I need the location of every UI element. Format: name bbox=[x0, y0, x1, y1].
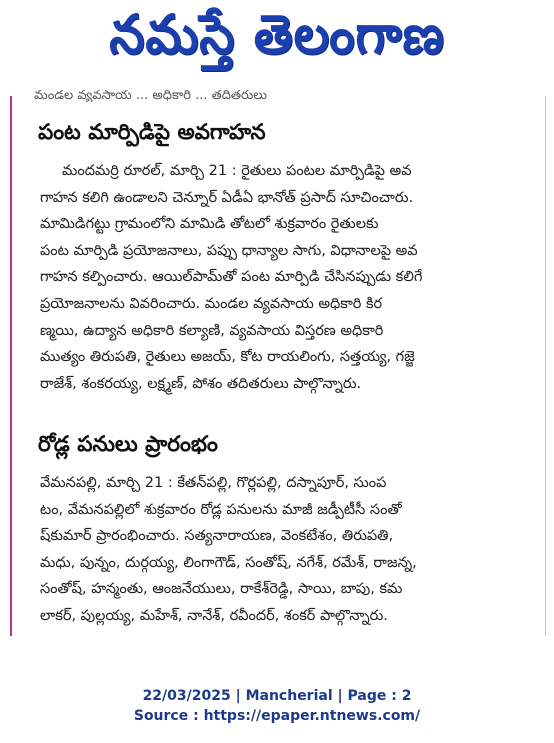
clipping-footer bbox=[0, 686, 554, 726]
source-link[interactable]: Source : https://epaper.ntnews.com/ bbox=[133, 708, 421, 724]
article-line: రాజేశ్, శంకరయ్య, లక్ష్మణ్, పోశం తదితరులు పాల్గొన్నారు. bbox=[40, 375, 362, 392]
column-rule bbox=[545, 96, 546, 636]
cut-off-text: మండల వ్యవసాయ ... అధికారి ... తదితరులు bbox=[34, 90, 267, 102]
article-line: మామిడిగట్టు గ్రామంలోని మామిడి తోటలో శుక్రవారం రైతులకు bbox=[40, 216, 379, 233]
article-headline: రోడ్ల పనులు ప్రారంభం bbox=[38, 432, 218, 457]
article-line: ణ్మయి, ఉద్యాన అధికారి కల్యాణి, వ్యవసాయ విస్తరణ అధికారి bbox=[40, 322, 384, 339]
newspaper-title: నమస్తే తెలంగాణ bbox=[109, 3, 445, 66]
article-line: పంట మార్పిడి ప్రయోజనాలు, పప్పు ధాన్యాల సాగు, విధానాలపై అవ bbox=[40, 242, 418, 259]
article-line: గాహన కలిగి ఉండాలని చెన్నూర్ ఏడీఏ భానోత్ ప్రసాద్ సూచించారు. bbox=[40, 189, 414, 206]
masthead bbox=[0, 2, 554, 80]
article-line: ముత్యం తిరుపతి, రైతులు అజయ్, కోట రాయలింగు, సత్తయ్య, గజ్జె bbox=[40, 349, 415, 366]
article-line: వేమనపల్లి, మార్చి 21 : కేతన్‌పల్లి, గొర్లపల్లి, దస్నాపూర్, సుంప bbox=[40, 475, 387, 491]
article-crop-rotation bbox=[40, 118, 534, 397]
edition-info: 22/03/2025 | Mancherial | Page : 2 bbox=[142, 688, 412, 704]
article-line: ష్‌కుమార్ ప్రారంభించారు. సత్యనారాయణ, వెంకటేశం, తిరుపతి, bbox=[40, 528, 394, 545]
article-line: టం, వేమనపల్లిలో శుక్రవారం రోడ్ల పనులను మాజీ జడ్పీటీసీ సంతో bbox=[40, 501, 402, 518]
article-line: ప్రయోజనాలను వివరించారు. మండల వ్యవసాయ అధికారి కిర bbox=[40, 295, 383, 312]
article-line: సంతోష్, హన్మంతు, ఆంజనేయులు, రాకేశ్‌రెడ్డి, సాయి, బాపు, కమ bbox=[40, 581, 403, 598]
article-road-works bbox=[40, 430, 534, 630]
article-line: గాహన కల్పించారు. ఆయిల్‌పామ్‌తో పంట మార్పిడి చేసినప్పుడు కలిగే bbox=[40, 269, 423, 286]
article-line: మందమర్రి రూరల్, మార్చి 21 : రైతులు పంటల మార్పిడిపై అవ bbox=[62, 163, 412, 179]
article-headline: పంట మార్పిడిపై అవగాహన bbox=[38, 120, 266, 145]
article-line: మధు, పున్నం, దుర్గయ్య, లింగాగౌడ్, సంతోష్, నగేశ్, రమేశ్, రాజన్న, bbox=[40, 554, 417, 571]
margin-rule bbox=[10, 96, 12, 636]
article-line: లాకర్, పుల్లయ్య, మహేశ్, నానేశ్, రవీందర్, శంకర్ పాల్గొన్నారు. bbox=[40, 607, 388, 624]
